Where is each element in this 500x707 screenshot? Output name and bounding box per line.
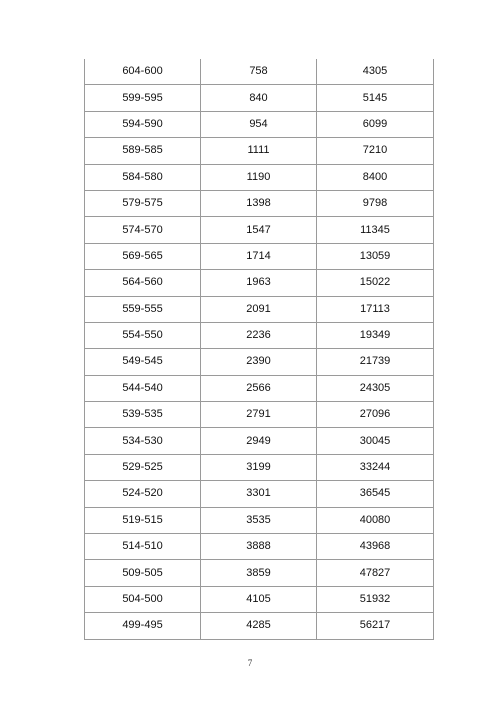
cumulative-count-cell: 43968: [317, 534, 434, 560]
table-row: [85, 322, 434, 348]
cumulative-count-cell: 13059: [317, 243, 434, 269]
table-row: [85, 243, 434, 269]
count-cell: 758: [201, 59, 317, 85]
table-row: [85, 560, 434, 586]
score-distribution-table: [84, 59, 434, 640]
score-range-cell: 574-570: [85, 217, 201, 243]
cumulative-count-cell: 19349: [317, 322, 434, 348]
score-range-cell: 599-595: [85, 85, 201, 111]
cumulative-count-cell: 24305: [317, 375, 434, 401]
count-cell: 1190: [201, 164, 317, 190]
count-cell: 954: [201, 111, 317, 137]
cumulative-count-cell: 36545: [317, 481, 434, 507]
cumulative-count-cell: 4305: [317, 59, 434, 85]
score-range-cell: 559-555: [85, 296, 201, 322]
cumulative-count-cell: 7210: [317, 138, 434, 164]
table-row: [85, 270, 434, 296]
table-row: [85, 138, 434, 164]
cumulative-count-cell: 6099: [317, 111, 434, 137]
score-range-cell: 539-535: [85, 402, 201, 428]
page-number: 7: [247, 658, 253, 668]
table-row: [85, 217, 434, 243]
count-cell: 3301: [201, 481, 317, 507]
score-range-cell: 564-560: [85, 270, 201, 296]
table-row: [85, 111, 434, 137]
score-range-cell: 529-525: [85, 454, 201, 480]
table-row: [85, 349, 434, 375]
count-cell: 3859: [201, 560, 317, 586]
score-range-cell: 579-575: [85, 190, 201, 216]
cumulative-count-cell: 15022: [317, 270, 434, 296]
count-cell: 2091: [201, 296, 317, 322]
table-row: [85, 296, 434, 322]
table-row: [85, 59, 434, 85]
score-range-cell: 569-565: [85, 243, 201, 269]
count-cell: 840: [201, 85, 317, 111]
cumulative-count-cell: 51932: [317, 586, 434, 612]
table-row: [85, 586, 434, 612]
count-cell: 1963: [201, 270, 317, 296]
table-row: [85, 613, 434, 639]
score-range-cell: 604-600: [85, 59, 201, 85]
count-cell: 1547: [201, 217, 317, 243]
score-range-cell: 549-545: [85, 349, 201, 375]
count-cell: 3535: [201, 507, 317, 533]
count-cell: 1398: [201, 190, 317, 216]
score-range-cell: 514-510: [85, 534, 201, 560]
cumulative-count-cell: 40080: [317, 507, 434, 533]
count-cell: 2791: [201, 402, 317, 428]
cumulative-count-cell: 8400: [317, 164, 434, 190]
cumulative-count-cell: 27096: [317, 402, 434, 428]
cumulative-count-cell: 56217: [317, 613, 434, 639]
cumulative-count-cell: 30045: [317, 428, 434, 454]
cumulative-count-cell: 47827: [317, 560, 434, 586]
count-cell: 4285: [201, 613, 317, 639]
table-row: [85, 534, 434, 560]
score-range-cell: 589-585: [85, 138, 201, 164]
count-cell: 2566: [201, 375, 317, 401]
table-row: [85, 454, 434, 480]
cumulative-count-cell: 9798: [317, 190, 434, 216]
table-row: [85, 164, 434, 190]
table-row: [85, 428, 434, 454]
cumulative-count-cell: 33244: [317, 454, 434, 480]
score-range-cell: 534-530: [85, 428, 201, 454]
score-range-cell: 524-520: [85, 481, 201, 507]
cumulative-count-cell: 11345: [317, 217, 434, 243]
score-range-cell: 519-515: [85, 507, 201, 533]
count-cell: 3199: [201, 454, 317, 480]
table-body: [85, 59, 434, 639]
cumulative-count-cell: 21739: [317, 349, 434, 375]
count-cell: 1714: [201, 243, 317, 269]
score-range-cell: 504-500: [85, 586, 201, 612]
score-range-cell: 544-540: [85, 375, 201, 401]
score-range-cell: 594-590: [85, 111, 201, 137]
score-range-cell: 584-580: [85, 164, 201, 190]
table-row: [85, 190, 434, 216]
count-cell: 2390: [201, 349, 317, 375]
count-cell: 2236: [201, 322, 317, 348]
count-cell: 1111: [201, 138, 317, 164]
score-range-cell: 499-495: [85, 613, 201, 639]
table-row: [85, 402, 434, 428]
table-row: [85, 85, 434, 111]
table-row: [85, 375, 434, 401]
score-range-cell: 509-505: [85, 560, 201, 586]
table-row: [85, 481, 434, 507]
count-cell: 3888: [201, 534, 317, 560]
count-cell: 4105: [201, 586, 317, 612]
cumulative-count-cell: 5145: [317, 85, 434, 111]
score-range-cell: 554-550: [85, 322, 201, 348]
count-cell: 2949: [201, 428, 317, 454]
table-row: [85, 507, 434, 533]
cumulative-count-cell: 17113: [317, 296, 434, 322]
